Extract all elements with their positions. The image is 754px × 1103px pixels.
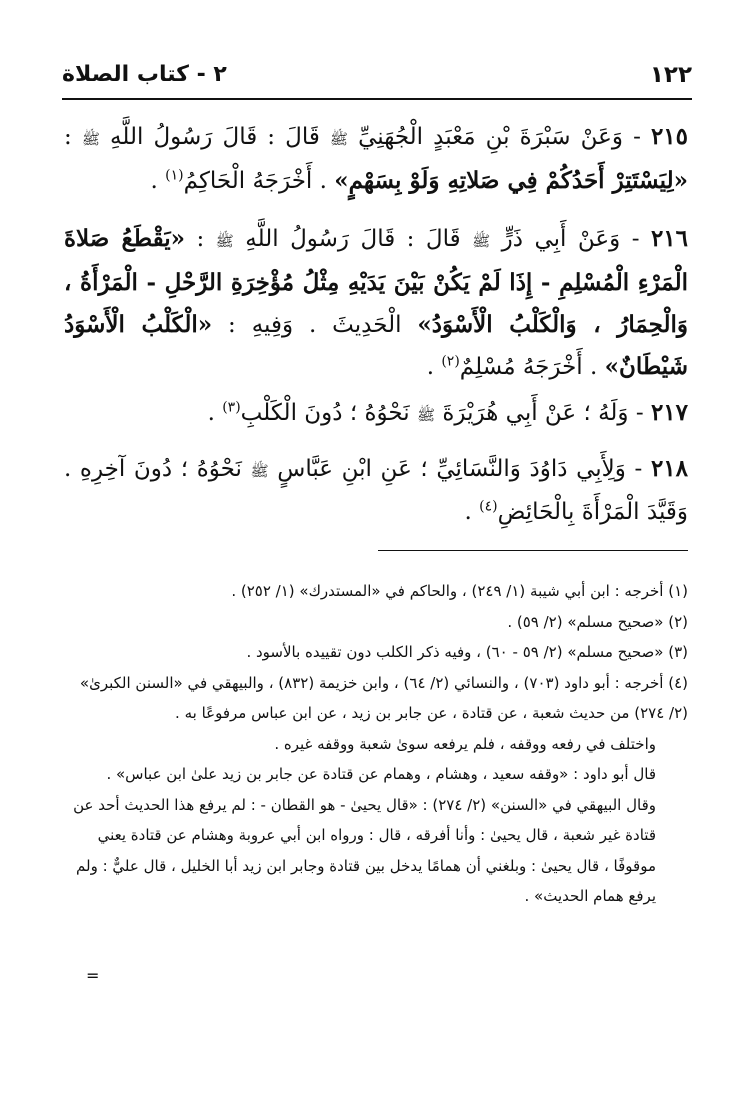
header-rule xyxy=(62,98,692,100)
footnotes xyxy=(64,576,688,912)
honorific-glyph: ﷺ xyxy=(215,232,234,250)
hadith-text: . xyxy=(464,499,480,525)
honorific-glyph: ﷺ xyxy=(416,406,436,424)
footnote-3: (٣) «صحيح مسلم» (٢/ ٥٩ - ٦٠) ، وفيه ذكر الكلب دون تقييده بالأسود . xyxy=(246,643,688,661)
hadith-text: : xyxy=(184,226,216,252)
honorific-glyph: ﷺ xyxy=(250,462,269,480)
hadith-215: ٢١٥ - وَعَنْ سَبْرَةَ بْنِ مَعْبَدٍ الْجُهَنِيِّ ﷺ قَالَ : قَالَ رَسُولُ اللَّهِ ﷺ : «لِيَسْتَتِرْ أَحَدُكُمْ فِي صَلاتِهِ وَلَوْ بِسَهْمٍ» . أَخْرَجَهُ الْحَاكِمُ$^{(١)}$ . xyxy=(64,123,688,194)
footnote-4-continuation: قال أبو داود : «وقفه سعيد ، وهشام ، وهمام عن قتادة عن جابر بن زيد علىٰ ابن عباس» . xyxy=(106,765,656,783)
hadith-text: نَحْوُهُ ؛ دُونَ آخِرِهِ . وَقَيَّدَ الْمَرْأَةَ بِالْحَائِضِ xyxy=(64,456,688,525)
prophetic-quote: «يَقْطَعُ صَلاةَ الْمَرْءِ الْمُسْلِمِ - إِذَا لَمْ يَكُنْ بَيْنَ يَدَيْهِ مِثْلُ مُؤْخِرَةِ الرَّحْلِ - الْمَرْأَةُ ، وَالْحِمَارُ ، وَالْكَلْبُ الْأَسْوَدُ» xyxy=(64,225,688,338)
continuation-mark: = xyxy=(86,966,100,985)
hadith-217: ٢١٧ - وَلَهُ ؛ عَنْ أَبِي هُرَيْرَةَ ﷺ نَحْوُهُ ؛ دُونَ الْكَلْبِ$^{(٣)}$ . xyxy=(207,399,688,426)
footnote-1: (١) أخرجه : ابن أبي شيبة (١/ ٢٤٩) ، والحاكم في «المستدرك» (١/ ٢٥٢) . xyxy=(231,582,688,600)
page-header xyxy=(62,58,692,94)
footnote-separator xyxy=(378,550,688,551)
footnote-4-continuation: وقال البيهقي في «السنن» (٢/ ٢٧٤) : «قال يحيىٰ - هو القطان - : لم يرفع هذا الحديث أحد عن قتادة غير شعبة ، قال يحيىٰ : وأنا أفرقه ، قال : ورواه ابن أبي عروبة وهشام عن قتادة يعني موقوفًا ، قال يحيىٰ : وبلغني أن همامًا يدخل بين قتادة وجابر ابن زيد أبا الخليل ، قال عليٌّ : ولم يرفع همام الحديث» . xyxy=(73,795,656,905)
footnote-ref[interactable]: (٢) xyxy=(441,353,460,370)
hadith-text: . xyxy=(207,400,223,426)
footnote-ref[interactable]: (٣) xyxy=(222,399,241,416)
honorific-glyph: ﷺ xyxy=(329,130,349,148)
footnote-4-continuation: واختلف في رفعه ووقفه ، فلم يرفعه سوىٰ شعبة ووقفه غيره . xyxy=(274,734,656,753)
honorific-glyph: ﷺ xyxy=(472,232,491,250)
footnote-ref[interactable]: (٤) xyxy=(479,498,498,515)
hadith-text: وَلَهُ ؛ عَنْ أَبِي هُرَيْرَةَ xyxy=(435,400,629,426)
footnote-ref[interactable]: (١) xyxy=(165,167,184,184)
footnote-4: (٤) أخرجه : أبو داود (٧٠٣) ، والنسائي (٢/ ٦٤) ، وابن خزيمة (٨٣٢) ، والبيهقي في «السنن الكبرىٰ» (٢/ ٢٧٤) من حديث شعبة ، عن قتادة ، عن جابر بن زيد ، عن ابن عباس مرفوعًا به . xyxy=(79,673,688,722)
honorific-glyph: ﷺ xyxy=(81,130,100,148)
hadith-text: قَالَ : قَالَ رَسُولُ اللَّهِ xyxy=(233,226,473,252)
hadith-text: وَعَنْ أَبِي ذَرٍّ xyxy=(490,226,621,252)
hadith-216: ٢١٦ - وَعَنْ أَبِي ذَرٍّ ﷺ قَالَ : قَالَ رَسُولُ اللَّهِ ﷺ : «يَقْطَعُ صَلاةَ الْمَرْءِ الْمُسْلِمِ - إِذَا لَمْ يَكُنْ بَيْنَ يَدَيْهِ مِثْلُ مُؤْخِرَةِ الرَّحْلِ - الْمَرْأَةُ ، وَالْحِمَارُ ، وَالْكَلْبُ الْأَسْوَدُ» الْحَدِيثَ . وَفِيهِ : «الْكَلْبُ الْأَسْوَدُ شَيْطَانٌ» . أَخْرَجَهُ مُسْلِمٌ$^{(٢)}$ . xyxy=(64,225,688,380)
hadith-text: . xyxy=(426,354,442,380)
footnote-2: (٢) «صحيح مسلم» (٢/ ٥٩) . xyxy=(507,612,688,631)
hadith-text: . xyxy=(150,168,166,194)
hadith-text: : xyxy=(64,124,82,150)
hadith-text: وَلِأَبِي دَاوُدَ وَالنَّسَائِيِّ ؛ عَنِ ابْنِ عَبَّاسٍ xyxy=(268,456,626,482)
hadith-number: ٢١٥ xyxy=(650,123,688,150)
prophetic-quote: «لِيَسْتَتِرْ أَحَدُكُمْ فِي صَلاتِهِ وَلَوْ بِسَهْمٍ» xyxy=(334,167,688,194)
hadith-text: . أَخْرَجَهُ الْحَاكِمُ xyxy=(183,168,335,194)
hadith-text: نَحْوُهُ ؛ دُونَ الْكَلْبِ xyxy=(240,400,417,426)
hadith-text: الْحَدِيثَ . وَفِيهِ : xyxy=(212,312,418,338)
chapter-title: ٢ - كتاب الصلاة xyxy=(62,62,227,87)
prophetic-quote-2: «الْكَلْبُ الْأَسْوَدُ شَيْطَانٌ» xyxy=(64,311,688,380)
hadith-number: ٢١٧ xyxy=(650,399,688,426)
hadith-text: . أَخْرَجَهُ مُسْلِمٌ xyxy=(459,354,605,380)
hadith-text: وَعَنْ سَبْرَةَ بْنِ مَعْبَدٍ الْجُهَنِيِّ xyxy=(348,124,623,150)
hadith-218: ٢١٨ - وَلِأَبِي دَاوُدَ وَالنَّسَائِيِّ ؛ عَنِ ابْنِ عَبَّاسٍ ﷺ نَحْوُهُ ؛ دُونَ آخِرِهِ . وَقَيَّدَ الْمَرْأَةَ بِالْحَائِضِ$^{(٤)}$ . xyxy=(64,455,689,525)
hadith-number: ٢١٨ xyxy=(650,455,689,482)
page-number: ١٢٢ xyxy=(649,62,692,88)
hadith-number: ٢١٦ xyxy=(650,225,688,252)
hadith-text: قَالَ : قَالَ رَسُولُ اللَّهِ xyxy=(99,124,330,150)
